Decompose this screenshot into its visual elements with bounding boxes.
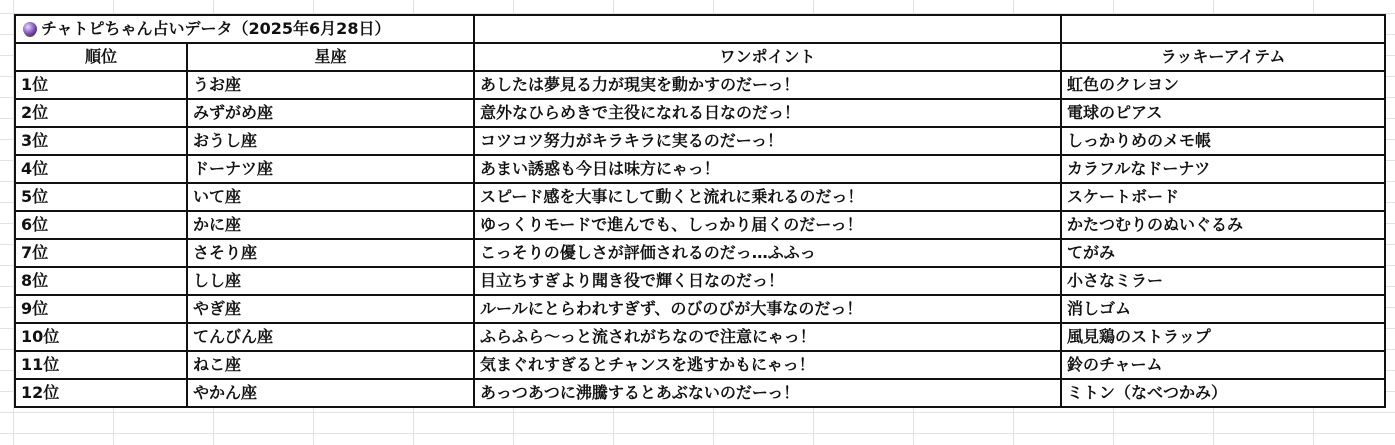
lucky-item-cell[interactable]: スケートボード xyxy=(1061,183,1385,211)
column-header-lucky-item[interactable]: ラッキーアイテム xyxy=(1061,43,1385,71)
rank-cell[interactable]: 11位 xyxy=(15,351,187,379)
sign-cell[interactable]: ねこ座 xyxy=(187,351,474,379)
advice-cell[interactable]: 気まぐれすぎるとチャンスを逃すかもにゃっ！ xyxy=(474,351,1061,379)
rank-cell[interactable]: 8位 xyxy=(15,267,187,295)
sign-cell[interactable]: おうし座 xyxy=(187,127,474,155)
table-row xyxy=(15,323,1385,351)
advice-cell[interactable]: コツコツ努力がキラキラに実るのだーっ！ xyxy=(474,127,1061,155)
advice-cell[interactable]: 意外なひらめきで主役になれる日なのだっ！ xyxy=(474,99,1061,127)
lucky-item-cell[interactable]: 虹色のクレヨン xyxy=(1061,71,1385,99)
lucky-item-cell[interactable]: 鈴のチャーム xyxy=(1061,351,1385,379)
rank-cell[interactable]: 5位 xyxy=(15,183,187,211)
advice-cell[interactable]: あしたは夢見る力が現実を動かすのだーっ！ xyxy=(474,71,1061,99)
table-row xyxy=(15,351,1385,379)
rank-cell[interactable]: 3位 xyxy=(15,127,187,155)
lucky-item-cell[interactable]: しっかりめのメモ帳 xyxy=(1061,127,1385,155)
rank-cell[interactable]: 12位 xyxy=(15,379,187,407)
advice-cell[interactable]: 目立ちすぎより聞き役で輝く日なのだっ！ xyxy=(474,267,1061,295)
lucky-item-cell[interactable]: てがみ xyxy=(1061,239,1385,267)
rank-cell[interactable]: 1位 xyxy=(15,71,187,99)
sheet-title: チャトピちゃん占いデータ（2025年6月28日） xyxy=(41,19,391,38)
sign-cell[interactable]: ドーナツ座 xyxy=(187,155,474,183)
empty-cell[interactable] xyxy=(474,15,1061,43)
column-header-sign[interactable]: 星座 xyxy=(187,43,474,71)
column-header-rank[interactable]: 順位 xyxy=(15,43,187,71)
crystal-ball-icon xyxy=(23,22,37,36)
table-row xyxy=(15,155,1385,183)
lucky-item-cell[interactable]: ミトン（なべつかみ） xyxy=(1061,379,1385,407)
sign-cell[interactable]: やかん座 xyxy=(187,379,474,407)
sign-cell[interactable]: さそり座 xyxy=(187,239,474,267)
lucky-item-cell[interactable]: かたつむりのぬいぐるみ xyxy=(1061,211,1385,239)
advice-cell[interactable]: スピード感を大事にして動くと流れに乗れるのだっ！ xyxy=(474,183,1061,211)
title-cell[interactable] xyxy=(15,15,474,43)
rank-cell[interactable]: 9位 xyxy=(15,295,187,323)
header-row xyxy=(15,43,1385,71)
rank-cell[interactable]: 2位 xyxy=(15,99,187,127)
table-row xyxy=(15,239,1385,267)
lucky-item-cell[interactable]: 消しゴム xyxy=(1061,295,1385,323)
table-row xyxy=(15,99,1385,127)
advice-cell[interactable]: こっそりの優しさが評価されるのだっ…ふふっ xyxy=(474,239,1061,267)
table-row xyxy=(15,211,1385,239)
sign-cell[interactable]: てんびん座 xyxy=(187,323,474,351)
lucky-item-cell[interactable]: 風見鶏のストラップ xyxy=(1061,323,1385,351)
lucky-item-cell[interactable]: 電球のピアス xyxy=(1061,99,1385,127)
sign-cell[interactable]: いて座 xyxy=(187,183,474,211)
sign-cell[interactable]: うお座 xyxy=(187,71,474,99)
advice-cell[interactable]: ルールにとらわれすぎず、のびのびが大事なのだっ！ xyxy=(474,295,1061,323)
table-row xyxy=(15,295,1385,323)
advice-cell[interactable]: あっつあつに沸騰するとあぶないのだーっ！ xyxy=(474,379,1061,407)
column-header-advice[interactable]: ワンポイント xyxy=(474,43,1061,71)
rank-cell[interactable]: 6位 xyxy=(15,211,187,239)
table-row xyxy=(15,379,1385,407)
lucky-item-cell[interactable]: 小さなミラー xyxy=(1061,267,1385,295)
table-row xyxy=(15,71,1385,99)
rank-cell[interactable]: 4位 xyxy=(15,155,187,183)
title-row xyxy=(15,15,1385,43)
advice-cell[interactable]: ふらふら〜っと流されがちなので注意にゃっ！ xyxy=(474,323,1061,351)
table-row xyxy=(15,183,1385,211)
sign-cell[interactable]: かに座 xyxy=(187,211,474,239)
advice-cell[interactable]: あまい誘惑も今日は味方にゃっ！ xyxy=(474,155,1061,183)
sign-cell[interactable]: みずがめ座 xyxy=(187,99,474,127)
table-row xyxy=(15,267,1385,295)
advice-cell[interactable]: ゆっくりモードで進んでも、しっかり届くのだーっ！ xyxy=(474,211,1061,239)
rank-cell[interactable]: 7位 xyxy=(15,239,187,267)
fortune-table xyxy=(14,14,1386,408)
table-row xyxy=(15,127,1385,155)
rank-cell[interactable]: 10位 xyxy=(15,323,187,351)
empty-cell[interactable] xyxy=(1061,15,1385,43)
lucky-item-cell[interactable]: カラフルなドーナツ xyxy=(1061,155,1385,183)
sign-cell[interactable]: やぎ座 xyxy=(187,295,474,323)
sign-cell[interactable]: しし座 xyxy=(187,267,474,295)
